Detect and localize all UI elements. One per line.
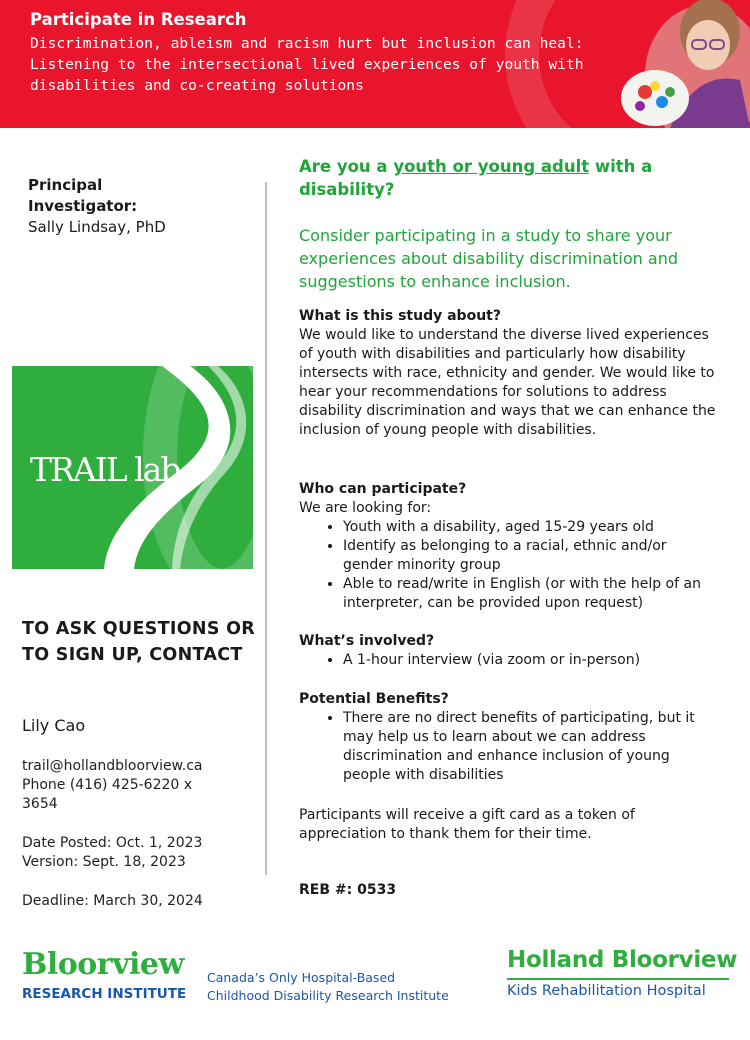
- list-item: • Able to read/write in English (or with the help of an interpreter, can be provided upon request): [343, 575, 719, 613]
- benefits-section: [299, 690, 719, 785]
- reb-number: REB #: 0533: [299, 882, 397, 898]
- list-item: • There are no direct benefits of participating, but it may help us to learn about we can address discrimination and enhance inclusion of young people with disabilities: [343, 709, 719, 785]
- banner-subtitle: Discrimination, ableism and racism hurt but inclusion can heal: Listening to the intersectional lived experiences of youth with disabilities and co-creating solutions: [30, 35, 584, 94]
- list-item: • Youth with a disability, aged 15-29 years old: [343, 518, 719, 537]
- contact-heading: TO ASK QUESTIONS OR TO SIGN UP, CONTACT: [22, 619, 256, 665]
- version: Version: Sept. 18, 2023: [22, 854, 186, 870]
- bloorview-logo: Bloorview: [22, 947, 184, 982]
- about-text: We would like to understand the diverse lived experiences of youth with disabilities and particularly how disability intersects with race, ethnicity and gender. We would like to hear your recommendations for solutions to address disability discrimination and ways that we can enhance the inclusion of young people with disabilities.: [299, 327, 716, 438]
- bloorview-logo-sub: RESEARCH INSTITUTE: [22, 986, 187, 1002]
- who-heading: Who can participate?: [299, 481, 467, 497]
- contact-name: Lily Cao: [22, 716, 86, 735]
- involved-section: [299, 632, 719, 670]
- gift-text: Participants will receive a gift card as a token of appreciation to thank them for their time.: [299, 807, 635, 842]
- banner-title: Participate in Research: [30, 10, 247, 29]
- header-banner: [0, 0, 750, 128]
- trail-lab-logo: [12, 366, 253, 569]
- holland-bloorview-logo: Holland Bloorview: [507, 947, 738, 973]
- principal-investigator: [28, 175, 166, 238]
- investigator-label-1: Principal: [28, 176, 103, 194]
- who-intro: We are looking for:: [299, 500, 432, 516]
- contact-phone[interactable]: Phone (416) 425-6220 x: [22, 777, 193, 793]
- logo-text: TRAIL lab: [30, 450, 180, 489]
- holland-bloorview-logo-sub: Kids Rehabilitation Hospital: [507, 983, 706, 999]
- date-posted: Date Posted: Oct. 1, 2023: [22, 835, 203, 851]
- contact-email[interactable]: trail@hollandbloorview.ca: [22, 758, 203, 774]
- footer-tagline: [207, 969, 449, 1005]
- child-photo: [600, 0, 750, 128]
- who-list: [299, 518, 719, 613]
- contact-phone-ext: 3654: [22, 796, 58, 812]
- investigator-label-2: Investigator:: [28, 197, 138, 215]
- involved-heading: What’s involved?: [299, 633, 435, 649]
- tagline-line-1: Canada’s Only Hospital-Based: [207, 970, 396, 985]
- who-section: [299, 480, 719, 613]
- column-divider: [265, 182, 267, 875]
- about-heading: What is this study about?: [299, 308, 501, 324]
- question-post: with a disability?: [299, 157, 653, 199]
- tagline-line-2: Childhood Disability Research Institute: [207, 988, 449, 1003]
- deadline: Deadline: March 30, 2024: [22, 893, 203, 909]
- consider-text: Consider participating in a study to share your experiences about disability discrimination and suggestions to enhance inclusion.: [299, 226, 678, 291]
- footer-logo-rule: [507, 978, 729, 980]
- question-link: youth or young adult: [393, 157, 590, 176]
- benefits-list: [299, 709, 719, 785]
- benefits-heading: Potential Benefits?: [299, 691, 449, 707]
- investigator-name: Sally Lindsay, PhD: [28, 218, 166, 236]
- list-item: • Identify as belonging to a racial, ethnic and/or gender minority group: [343, 537, 719, 575]
- question-pre: Are you a: [299, 157, 394, 176]
- about-section: [299, 307, 719, 440]
- list-item: • A 1-hour interview (via zoom or in-person): [343, 651, 719, 670]
- main-question: [299, 155, 719, 201]
- involved-list: [299, 651, 719, 670]
